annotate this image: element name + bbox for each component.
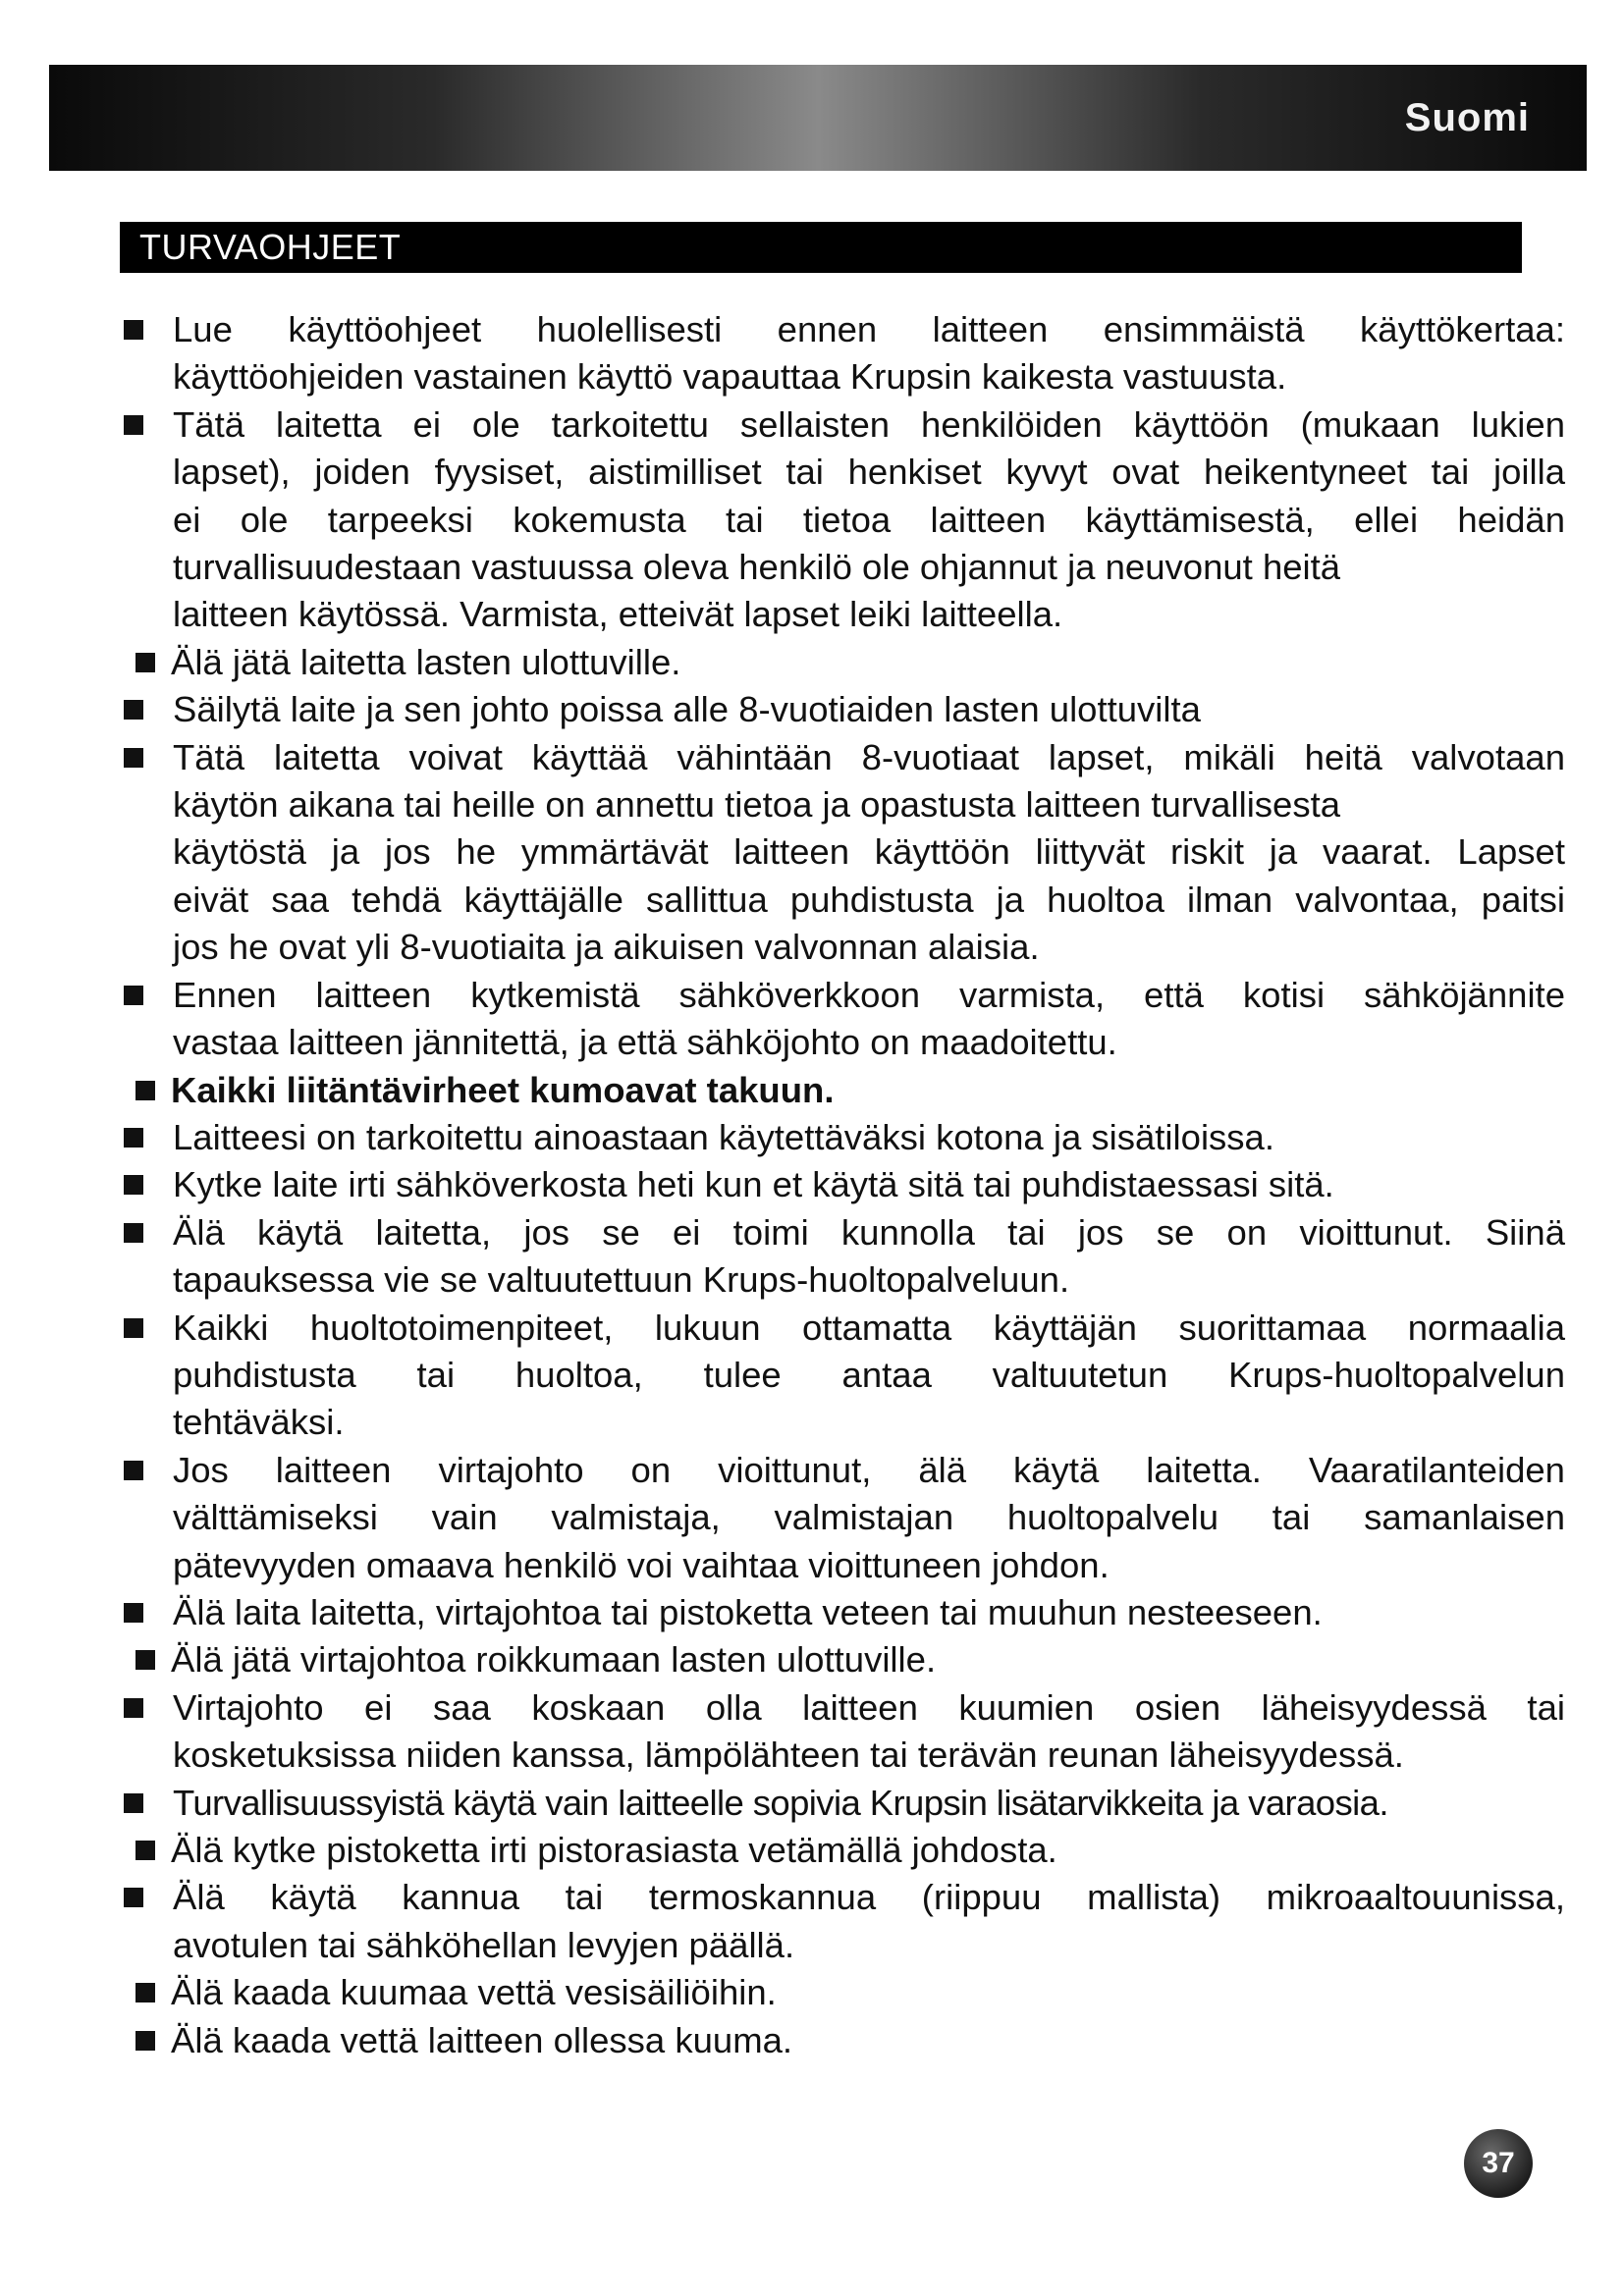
list-item-line: eivät saa tehdä käyttäjälle sallittua puhdistusta ja huoltoa ilman valvontaa, paitsi bbox=[173, 879, 1565, 920]
list-item-line: Laitteesi on tarkoitettu ainoastaan käytettäväksi kotona ja sisätiloissa. bbox=[173, 1116, 1275, 1157]
bullet-square-icon bbox=[124, 1603, 143, 1623]
list-item bbox=[120, 1636, 1565, 1683]
list-item-line: jos he ovat yli 8-vuotiaita ja aikuisen valvonnan alaisia. bbox=[173, 927, 1040, 968]
list-item-line: avotulen tai sähköhellan levyjen päällä. bbox=[173, 1924, 795, 1965]
list-item-line: lapset), joiden fyysiset, aistimilliset tai henkiset kyvyt ovat heikentyneet tai joilla bbox=[173, 452, 1565, 493]
list-item-line: Älä laita laitetta, virtajohtoa tai pistoketta veteen tai muuhun nesteeseen. bbox=[173, 1591, 1323, 1632]
bullet-square-icon bbox=[124, 415, 143, 435]
list-item-line: Älä käytä kannua tai termoskannua (riippuu mallista) mikroaaltouunissa, bbox=[173, 1877, 1565, 1918]
list-item-warning bbox=[120, 1067, 1565, 1114]
bullet-square-icon bbox=[135, 1081, 155, 1100]
bullet-square-icon bbox=[124, 748, 143, 768]
list-item-line: Kaikki liitäntävirheet kumoavat takuun. bbox=[171, 1069, 835, 1110]
bullet-square-icon bbox=[124, 1888, 143, 1907]
language-header-bar bbox=[49, 65, 1587, 171]
list-item-line: Älä käytä laitetta, jos se ei toimi kunnolla tai jos se on vioittunut. Siinä bbox=[173, 1211, 1565, 1253]
list-item-line: Älä kaada kuumaa vettä vesisäiliöihin. bbox=[171, 1972, 777, 2013]
list-item-line: Virtajohto ei saa koskaan olla laitteen kuumien osien läheisyydessä tai bbox=[173, 1686, 1565, 1728]
list-item bbox=[120, 1209, 1565, 1305]
list-item bbox=[120, 1305, 1565, 1447]
bullet-square-icon bbox=[124, 1223, 143, 1243]
list-item-line: Älä kytke pistoketta irti pistorasiasta vetämällä johdosta. bbox=[171, 1830, 1057, 1870]
list-item-line: Kaikki huoltotoimenpiteet, lukuun ottamatta käyttäjän suorittamaa normaalia bbox=[173, 1307, 1565, 1348]
bullet-square-icon bbox=[135, 1983, 155, 2002]
list-item-line: Älä jätä virtajohtoa roikkumaan lasten ulottuville. bbox=[171, 1639, 937, 1681]
list-item bbox=[120, 639, 1565, 686]
list-item-line: tapauksessa vie se valtuutettuun Krups-huoltopalveluun. bbox=[173, 1259, 1070, 1301]
list-item bbox=[120, 1589, 1565, 1636]
list-item bbox=[120, 972, 1565, 1067]
list-item bbox=[120, 2017, 1565, 2064]
bullet-square-icon bbox=[124, 1698, 143, 1718]
bullet-square-icon bbox=[124, 1793, 143, 1813]
safety-instructions-list bbox=[120, 306, 1565, 2064]
list-item-line: Kytke laite irti sähköverkosta heti kun et käytä sitä tai puhdistaessasi sitä. bbox=[173, 1164, 1334, 1205]
bullet-square-icon bbox=[135, 1650, 155, 1670]
list-item-line: ei ole tarpeeksi kokemusta tai tietoa laitteen käyttämisestä, ellei heidän bbox=[173, 499, 1565, 540]
list-item-line: puhdistusta tai huoltoa, tulee antaa valtuutetun Krups-huoltopalvelun bbox=[173, 1354, 1565, 1395]
bullet-square-icon bbox=[124, 1461, 143, 1480]
list-item bbox=[120, 686, 1565, 733]
list-item bbox=[120, 1780, 1565, 1827]
list-item-line: tehtäväksi. bbox=[173, 1402, 345, 1443]
bullet-square-icon bbox=[135, 2031, 155, 2051]
list-item-line: kosketuksissa niiden kanssa, lämpölähteen tai terävän reunan läheisyydessä. bbox=[173, 1735, 1404, 1776]
list-item-line: Tätä laitetta ei ole tarkoitettu sellaisten henkilöiden käyttöön (mukaan lukien bbox=[173, 403, 1565, 445]
section-title: TURVAOHJEET bbox=[139, 227, 402, 267]
list-item bbox=[120, 401, 1565, 639]
list-item bbox=[120, 1827, 1565, 1874]
bullet-square-icon bbox=[135, 1841, 155, 1860]
list-item bbox=[120, 1114, 1565, 1161]
list-item-line: laitteen käytössä. Varmista, etteivät lapset leiki laitteella. bbox=[173, 594, 1063, 635]
bullet-square-icon bbox=[124, 1175, 143, 1195]
list-item bbox=[120, 1874, 1565, 1969]
list-item-line: Lue käyttöohjeet huolellisesti ennen laitteen ensimmäistä käyttökertaa: bbox=[173, 309, 1565, 349]
list-item-line: turvallisuudestaan vastuussa oleva henkilö ole ohjannut ja neuvonut heitä bbox=[173, 547, 1341, 588]
list-item-line: välttämiseksi vain valmistaja, valmistajan huoltopalvelu tai samanlaisen bbox=[173, 1497, 1565, 1538]
list-item-line: Ennen laitteen kytkemistä sähköverkkoon varmista, että kotisi sähköjännite bbox=[173, 974, 1565, 1015]
list-item bbox=[120, 734, 1565, 972]
bullet-square-icon bbox=[124, 1318, 143, 1338]
list-item-line: käytön aikana tai heille on annettu tietoa ja opastusta laitteen turvallisesta bbox=[173, 784, 1341, 826]
list-item-line: pätevyyden omaava henkilö voi vaihtaa vioittuneen johdon. bbox=[173, 1544, 1110, 1585]
bullet-square-icon bbox=[135, 653, 155, 672]
list-item-line: käyttöohjeiden vastainen käyttö vapauttaa Krupsin kaikesta vastuusta. bbox=[173, 356, 1287, 398]
list-item-line: Tätä laitetta voivat käyttää vähintään 8-vuotiaat lapset, mikäli heitä valvotaan bbox=[173, 736, 1565, 777]
bullet-square-icon bbox=[124, 320, 143, 340]
page-number: 37 bbox=[1482, 2147, 1515, 2179]
section-heading-bar bbox=[120, 222, 1522, 273]
list-item bbox=[120, 306, 1565, 401]
bullet-square-icon bbox=[124, 1128, 143, 1148]
list-item-line: Älä jätä laitetta lasten ulottuville. bbox=[171, 641, 681, 682]
list-item-line: käytöstä ja jos he ymmärtävät laitteen käyttöön liittyvät riskit ja vaarat. Lapset bbox=[173, 831, 1565, 873]
list-item bbox=[120, 1684, 1565, 1780]
list-item-line: Älä kaada vettä laitteen ollessa kuuma. bbox=[171, 2019, 793, 2060]
list-item bbox=[120, 1161, 1565, 1208]
language-label: Suomi bbox=[1404, 95, 1530, 139]
bullet-square-icon bbox=[124, 986, 143, 1005]
list-item-line: Säilytä laite ja sen johto poissa alle 8-vuotiaiden lasten ulottuvilta bbox=[173, 689, 1201, 730]
list-item-line: Jos laitteen virtajohto on vioittunut, älä käytä laitetta. Vaaratilanteiden bbox=[173, 1449, 1565, 1490]
list-item-line: Turvallisuussyistä käytä vain laitteelle sopivia Krupsin lisätarvikkeita ja varaosia. bbox=[173, 1782, 1388, 1823]
bullet-square-icon bbox=[124, 700, 143, 720]
page-number-badge bbox=[1464, 2129, 1533, 2198]
list-item-line: vastaa laitteen jännitettä, ja että sähköjohto on maadoitettu. bbox=[173, 1022, 1117, 1063]
list-item bbox=[120, 1969, 1565, 2016]
list-item bbox=[120, 1447, 1565, 1589]
